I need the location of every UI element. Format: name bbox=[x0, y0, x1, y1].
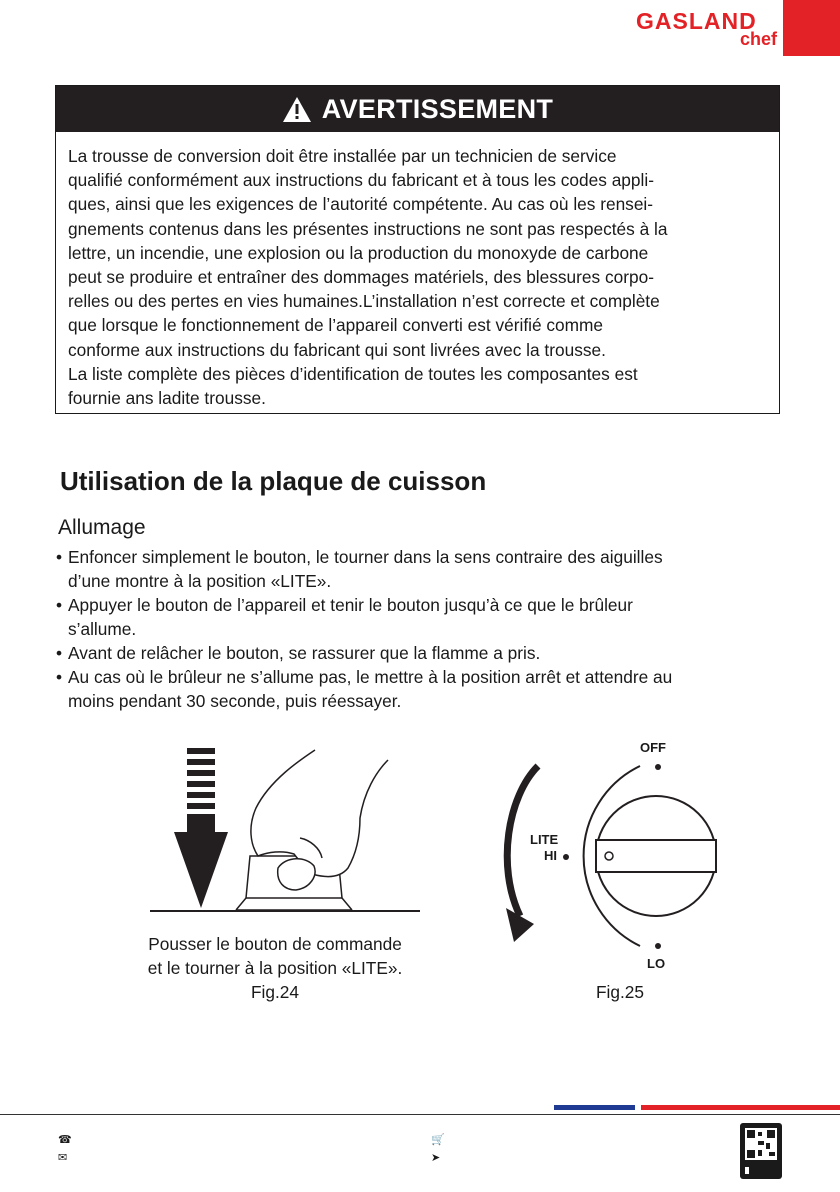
lite-position-dot bbox=[563, 854, 569, 860]
footer-divider bbox=[0, 1114, 840, 1115]
list-item-line: Enfoncer simplement le bouton, le tourner dans la sens contraire des aiguilles bbox=[68, 547, 663, 567]
warning-header bbox=[56, 86, 779, 132]
warning-box bbox=[55, 85, 780, 414]
list-item bbox=[56, 545, 786, 593]
warning-line: peut se produire et entraîner des dommages matériels, des blessures corpo- bbox=[68, 267, 654, 288]
list-item-line: Au cas où le brûleur ne s’allume pas, le mettre à la position arrêt et attendre au bbox=[68, 667, 673, 687]
lite-label: LITE bbox=[530, 832, 559, 847]
warning-line: ques, ainsi que les exigences de l’autorité compétente. Au cas où les rensei- bbox=[68, 194, 654, 215]
phone-icon: ☎ bbox=[58, 1134, 72, 1146]
list-item-line: Avant de relâcher le bouton, se rassurer que la flamme a pris. bbox=[68, 643, 541, 663]
section-title: Utilisation de la plaque de cuisson bbox=[60, 466, 487, 496]
warning-line: qualifié conformément aux instructions du fabricant et à tous les codes appli- bbox=[68, 170, 654, 191]
warning-line: que lorsque le fonctionnement de l’appareil converti est vérifié comme bbox=[68, 315, 604, 336]
list-item-line: moins pendant 30 seconde, puis réessayer. bbox=[68, 691, 402, 711]
hi-label: HI bbox=[544, 848, 557, 863]
bullet-dot: • bbox=[56, 547, 63, 567]
list-item bbox=[56, 665, 786, 713]
caption-line: et le tourner à la position «LITE». bbox=[147, 958, 403, 978]
off-position-dot bbox=[655, 764, 661, 770]
rotation-arrow-icon bbox=[506, 766, 538, 942]
location-icon: ➤ bbox=[431, 1152, 441, 1164]
figure-24-caption bbox=[110, 932, 440, 1004]
brand-corner-tab bbox=[783, 0, 840, 56]
warning-triangle-icon bbox=[282, 96, 312, 123]
list-item-line: Appuyer le bouton de l’appareil et tenir le bouton jusqu’à ce que le brûleur bbox=[68, 595, 633, 615]
push-down-arrow-icon bbox=[174, 748, 228, 908]
push-knob-illustration bbox=[150, 748, 420, 924]
warning-line: relles ou des pertes en vies humaines.L’installation n’est correcte et complète bbox=[68, 291, 660, 312]
logo-wordmark: GASLAND bbox=[636, 8, 757, 34]
warning-line: La liste complète des pièces d’identification de toutes les composantes est bbox=[68, 363, 638, 384]
mail-icon: ✉ bbox=[58, 1152, 68, 1164]
section-subheading: Allumage bbox=[58, 516, 146, 539]
warning-line: gnements contenus dans les présentes instructions ne sont pas respectés à la bbox=[68, 218, 668, 239]
ignition-steps-list bbox=[56, 545, 786, 713]
list-item-line: d’une montre à la position «LITE». bbox=[68, 571, 332, 591]
bullet-dot: • bbox=[56, 595, 63, 615]
list-item bbox=[56, 641, 786, 665]
warning-text bbox=[68, 144, 768, 410]
footer-red-bar bbox=[641, 1105, 840, 1110]
brand-logo bbox=[636, 8, 781, 54]
warning-line: conforme aux instructions du fabricant qui sont livrées avec la trousse. bbox=[68, 339, 606, 360]
logo-subtitle: chef bbox=[739, 29, 777, 49]
caption-line: Pousser le bouton de commande bbox=[148, 934, 402, 954]
warning-line: La trousse de conversion doit être installée par un technicien de service bbox=[68, 146, 617, 166]
list-item bbox=[56, 593, 786, 641]
bullet-dot: • bbox=[56, 667, 63, 687]
knob-dial bbox=[500, 736, 730, 972]
figure-label: Fig.24 bbox=[250, 982, 300, 1002]
warning-line: lettre, un incendie, une explosion ou la production du monoxyde de carbone bbox=[68, 242, 649, 263]
figure-25-caption: Fig.25 bbox=[595, 982, 645, 1002]
lo-position-dot bbox=[655, 943, 661, 949]
warning-title: AVERTISSEMENT bbox=[321, 93, 554, 124]
knob-handle bbox=[596, 840, 716, 872]
list-item-line: s’allume. bbox=[68, 619, 137, 639]
warning-line: fournie ans ladite trousse. bbox=[68, 388, 266, 409]
footer-blue-bar bbox=[554, 1105, 635, 1110]
lo-label: LO bbox=[647, 956, 666, 971]
cart-icon: 🛒 bbox=[431, 1134, 445, 1146]
bullet-dot: • bbox=[56, 643, 63, 663]
knob-positions-diagram bbox=[500, 736, 730, 972]
qr-code bbox=[740, 1123, 782, 1179]
off-label: OFF bbox=[640, 740, 666, 755]
qr-pattern-icon bbox=[740, 1123, 782, 1179]
